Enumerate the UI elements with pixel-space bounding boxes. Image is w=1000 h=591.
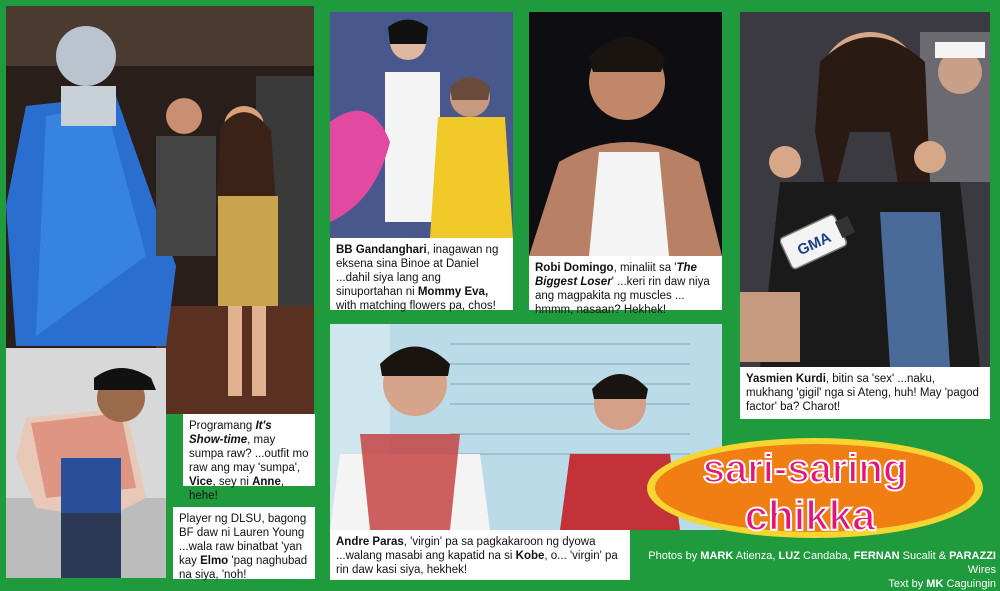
caption-andre-text: , 'virgin' pa sa pagkakaroon ng dyowa ...walang masabi ang kapatid na si <box>336 536 595 562</box>
caption-bb-name: BB Gandanghari <box>336 244 427 256</box>
credits-parazzi: PARAZZI <box>949 550 996 562</box>
caption-bb-mommy: Mommy Eva, <box>418 286 488 298</box>
caption-andre-text2: , o... 'virgin' pa rin daw kasi siya, hekhek! <box>336 550 618 576</box>
title-line-2: chikka <box>745 492 876 539</box>
photo-credits <box>636 550 996 591</box>
photo-yasmien-kurdi <box>740 12 990 367</box>
title-line-1: sari-saring <box>703 447 908 491</box>
credits-luz: LUZ <box>779 550 800 562</box>
caption-dlsu-elmo: Elmo <box>200 555 228 567</box>
caption-yasmien-name: Yasmien Kurdi <box>746 373 826 385</box>
credits-fernan: FERNAN <box>854 550 900 562</box>
caption-dlsu <box>173 507 315 579</box>
photo-bb-scene <box>330 12 513 238</box>
caption-yasmien <box>740 367 990 419</box>
caption-bb <box>330 238 513 310</box>
photo-dlsu-scene <box>6 348 166 578</box>
caption-dlsu-text2: 'pag naghubad na siya, 'noh! <box>179 555 307 581</box>
caption-bb-text: , inagawan ng eksena sina Binoe at Daniel ...dahil siya lang ang sinuportahan ni <box>336 244 498 298</box>
credits-mk: MK <box>926 578 943 590</box>
credits-parazzi-rest: Wires <box>968 564 996 576</box>
caption-showtime-vice: Vice <box>189 476 212 488</box>
caption-andre-kobe: Kobe <box>516 550 545 562</box>
caption-showtime-text: Programang <box>189 420 255 432</box>
caption-robi <box>529 256 722 310</box>
caption-robi-text2: ' ...keri rin daw niya ang magpakita ng muscles ... hmmm, nasaan? Hekhek! <box>535 276 710 316</box>
credits-photos-line <box>636 550 996 578</box>
photo-bb-gandanghari <box>330 12 513 238</box>
photo-robi-scene <box>529 12 722 256</box>
caption-showtime <box>183 414 315 486</box>
caption-showtime-text3: , sey ni <box>212 476 252 488</box>
credits-luz-rest: Candaba, <box>800 550 854 562</box>
caption-showtime-text4: , hehe! <box>189 476 284 502</box>
caption-andre <box>330 530 630 580</box>
gma-mic-icon <box>780 212 860 272</box>
photo-yasmien-scene <box>740 12 990 367</box>
gma-mic-logo: GMA <box>795 229 834 259</box>
credits-text-line <box>636 578 996 591</box>
credits-mark: MARK <box>700 550 733 562</box>
caption-robi-name: Robi Domingo <box>535 262 614 274</box>
caption-dlsu-text: Player ng DLSU, bagong BF daw ni Lauren Young ...wala raw binatbat 'yan kay <box>179 513 306 567</box>
caption-bb-text2: with matching flowers pa, chos! <box>336 300 496 312</box>
credits-mk-rest: Caguingin <box>943 578 996 590</box>
sari-saring-chikka-title <box>640 430 985 542</box>
caption-andre-name: Andre Paras <box>336 536 404 548</box>
caption-robi-text: , minaliit sa ' <box>614 262 677 274</box>
caption-showtime-anne: Anne <box>252 476 281 488</box>
caption-robi-show: The Biggest Loser <box>535 262 697 288</box>
caption-showtime-text2: , may sumpa raw? ...outfit mo raw ang may 'sumpa', <box>189 434 309 474</box>
credits-text-lead: Text by <box>888 578 926 590</box>
caption-yasmien-text: , bitin sa 'sex' ...naku, mukhang 'gigil' nga si Ateng, huh! May 'pagod factor' ba? Charot! <box>746 373 979 413</box>
photo-robi-domingo <box>529 12 722 256</box>
credits-mark-rest: Atienza, <box>733 550 778 562</box>
credits-fernan-rest: Sucalit & <box>900 550 950 562</box>
caption-showtime-show: It's Show-time <box>189 420 272 446</box>
credits-lead: Photos by <box>648 550 700 562</box>
photo-dlsu-player <box>6 348 166 578</box>
